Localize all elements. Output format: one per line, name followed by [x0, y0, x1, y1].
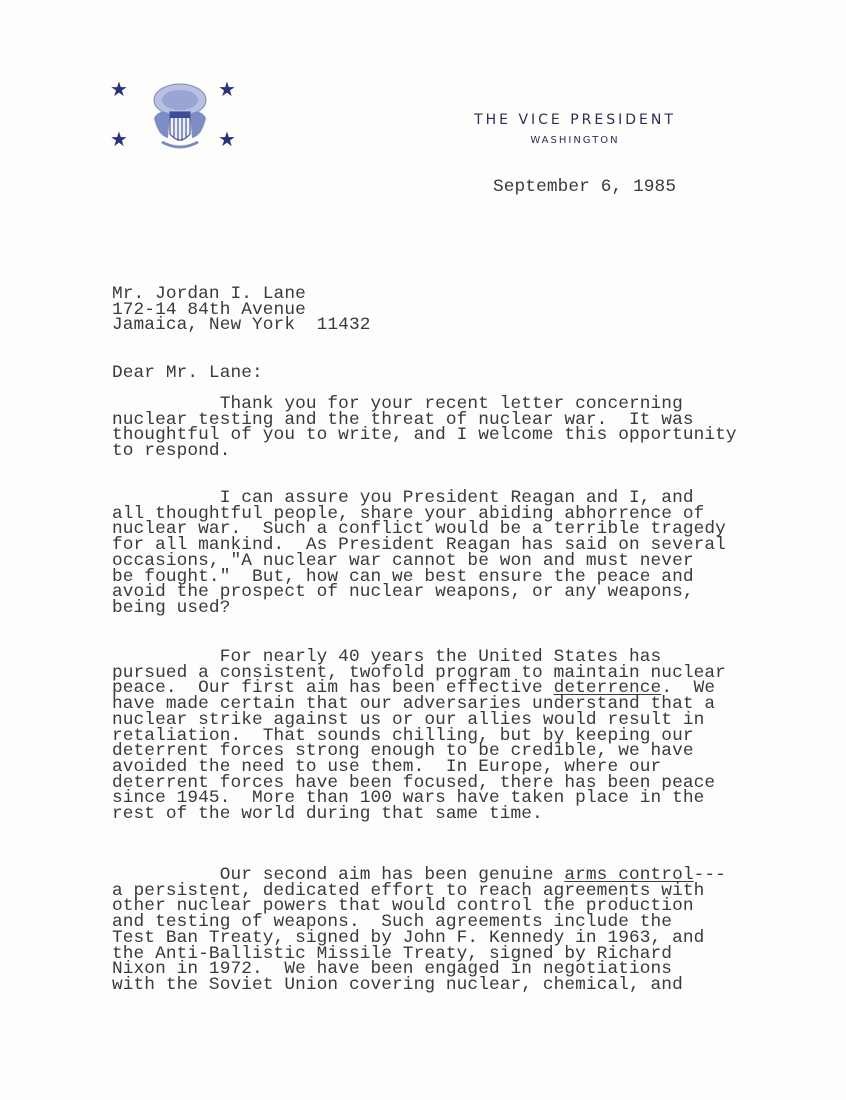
text-line: retaliation. That sounds chilling, but by keeping our: [112, 725, 694, 746]
vice-presidential-seal-icon: [140, 78, 220, 158]
recipient-name: Mr. Jordan I. Lane: [112, 284, 306, 304]
text-line: pursued a consistent, twofold program to maintain nuclear: [112, 662, 726, 683]
star-icon: ★: [218, 127, 236, 151]
text-line: since 1945. More than 100 wars have taken place in the: [112, 788, 705, 809]
recipient-city: Jamaica, New York 11432: [112, 315, 371, 336]
text-line: avoided the need to use them. In Europe, where our: [112, 756, 662, 777]
underlined-term-deterrence: deterrence: [553, 678, 662, 699]
text-line: Test Ban Treaty, signed by John F. Kennedy in 1963, and: [112, 927, 705, 948]
text-line: rest of the world during that same time.: [112, 804, 543, 825]
recipient-address: [112, 284, 371, 336]
text-line: with the Soviet Union covering nuclear, chemical, and: [112, 974, 683, 995]
text-line: avoid the prospect of nuclear weapons, or any weapons,: [112, 582, 694, 603]
recipient-street: 172-14 84th Avenue: [112, 299, 306, 320]
text-line: and testing of weapons. Such agreements include the: [112, 912, 673, 933]
text-line: being used?: [112, 597, 231, 618]
text-line: For nearly 40 years the United States has: [112, 647, 662, 667]
letter-date: September 6, 1985: [493, 177, 677, 197]
text-line: other nuclear powers that would control the production: [112, 896, 694, 917]
text-line: nuclear strike against us or our allies would result in: [112, 709, 705, 730]
text-line: to respond.: [112, 441, 231, 462]
letterhead-subtitle: WASHINGTON: [530, 135, 620, 146]
text-line: nuclear war. Such a conflict would be a terrible tragedy: [112, 519, 726, 540]
text-line: for all mankind. As President Reagan has said on several: [112, 535, 726, 556]
text-line: nuclear testing and the threat of nuclear war. It was: [112, 409, 694, 430]
text-line: Nixon in 1972. We have been engaged in negotiations: [112, 959, 673, 980]
paragraph-2: [112, 488, 726, 618]
text-line: be fought." But, how can we best ensure the peace and: [112, 566, 694, 587]
text-line: all thoughtful people, share your abiding abhorrence of: [112, 503, 705, 524]
text-line: have made certain that our adversaries understand that a: [112, 694, 716, 715]
text-line: the Anti-Ballistic Missile Treaty, signed by Richard: [112, 943, 673, 964]
text-line: Thank you for your recent letter concerning: [112, 394, 683, 414]
salutation: Dear Mr. Lane:: [112, 363, 263, 383]
letterhead: [440, 112, 710, 146]
letterhead-title: THE VICE PRESIDENT: [474, 112, 676, 128]
text-line: thoughtful of you to write, and I welcome this opportunity: [112, 425, 737, 446]
star-icon: ★: [110, 127, 128, 151]
text-line: deterrent forces strong enough to be credible, we have: [112, 741, 694, 762]
text-line: a persistent, dedicated effort to reach agreements with: [112, 880, 705, 901]
text-segment: . We: [661, 678, 716, 699]
text-segment: peace. Our first aim has been effective: [112, 678, 554, 699]
star-icon: ★: [110, 77, 128, 101]
letterhead-seal-block: [110, 78, 245, 158]
text-segment: Our second aim has been genuine: [112, 865, 565, 885]
text-segment: ---: [693, 865, 726, 885]
paragraph-4: [112, 865, 726, 995]
underlined-term-arms-control: arms control: [564, 865, 694, 885]
paragraph-3: [112, 647, 726, 825]
paragraph-1: [112, 394, 737, 462]
star-icon: ★: [218, 77, 236, 101]
text-line: occasions, "A nuclear war cannot be won and must never: [112, 550, 694, 571]
text-line: I can assure you President Reagan and I, and: [112, 488, 694, 508]
text-line: deterrent forces have been focused, there has been peace: [112, 772, 716, 793]
